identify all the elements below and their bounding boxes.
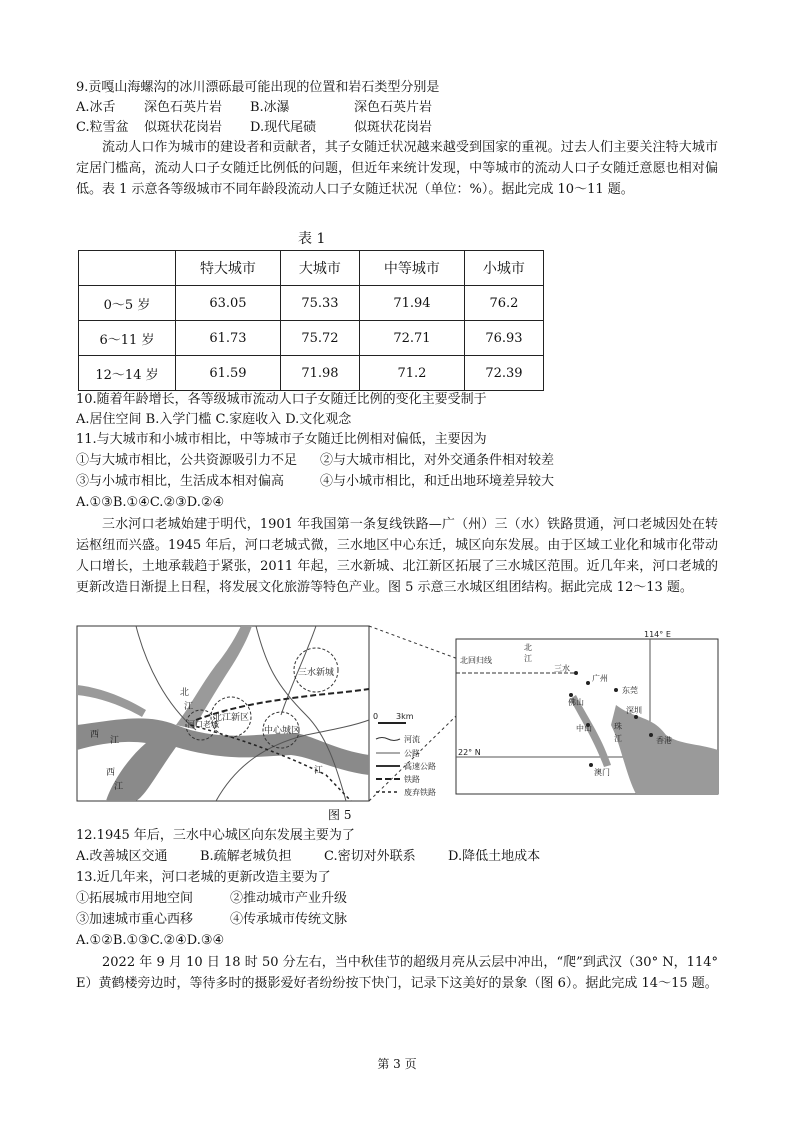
q12-option-a: A.改善城区交通 (76, 849, 168, 864)
table-header-corner (79, 251, 176, 286)
intro-paragraph-3: 2022 年 9 月 10 日 18 时 50 分左右，当中秋佳节的超级月亮从云层中冲出，“爬”到武汉（30° N，114° E）黄鹤楼旁边时，等待多时的摄影爱好者纷纷按下快门，记录下这美好的景象（图 6）。据此完成 14～15 题。 (76, 955, 718, 991)
figure-5 (76, 625, 720, 802)
map-label-beijiang-new: 北江新区 (213, 713, 250, 723)
inset-xianggang: 香港 (656, 736, 672, 745)
legend-abandoned-railway: 废弃铁路 (404, 788, 436, 797)
figure-caption: 图 5 (328, 808, 352, 822)
inset-map (456, 630, 718, 794)
map-label-river-xi1: 西 (90, 730, 100, 740)
q11-item-3: ③与小城市相比，生活成本相对偏高 (76, 474, 285, 489)
q13-items-row1 (76, 889, 347, 908)
figure-5-map (76, 625, 720, 802)
q10-stem: 10.随着年龄增长，各等级城市流动人口子女随迁比例的变化主要受制于 (76, 392, 487, 407)
q9-option-c: C.粒雪盆 (76, 120, 129, 135)
q9-option-a: A.冰舌 (76, 100, 116, 115)
map-label-city-center: 中心城区 (264, 726, 301, 736)
scale-label: 3km (396, 712, 414, 721)
inset-jiang: 江 (524, 654, 532, 663)
table-cell: 72.71 (359, 321, 464, 356)
table-cell: 75.33 (280, 286, 359, 321)
q12-option-d: D.降低土地成本 (448, 849, 541, 864)
legend-highway: 高速公路 (404, 762, 436, 771)
table-header-cell: 特大城市 (176, 251, 281, 286)
q9-option-d: D.现代尾碛 (250, 120, 317, 135)
q9-stem: 9.贡嘎山海螺沟的冰川漂砾最可能出现的位置和岩石类型分别是 (76, 80, 440, 95)
table-cell: 75.72 (280, 321, 359, 356)
map-label-sanshui-new: 三水新城 (298, 668, 335, 678)
q9-options-row2 (76, 118, 432, 137)
q12-option-c: C.密切对外联系 (324, 849, 416, 864)
scale-zero: 0 (373, 712, 379, 721)
q13-items-row2 (76, 910, 347, 929)
table-cell: 71.94 (359, 286, 464, 321)
table-caption: 表 1 (298, 231, 326, 247)
map-label-river-jiang2: 江 (114, 782, 124, 792)
inset-latitude: 22° N (458, 748, 481, 757)
q13-stem: 13.近几年来，河口老城的更新改造主要为了 (76, 870, 331, 885)
inset-zhu: 珠 (614, 722, 622, 731)
table-cell: 61.73 (176, 321, 281, 356)
q13-item-1: ①拓展城市用地空间 (76, 891, 194, 906)
q11-item-4: ④与小城市相比，和迁出地环境差异较大 (320, 474, 555, 489)
q9-option-c-rock: 似斑状花岗岩 (144, 120, 223, 135)
table-cell: 71.2 (359, 356, 464, 391)
map-label-river-bei: 北 (180, 688, 190, 698)
legend-river: 河流 (404, 735, 420, 744)
map-legend (376, 734, 436, 797)
q13-item-4: ④传承城市传统文脉 (230, 912, 348, 927)
intro-paragraph-1: 流动人口作为城市的建设者和贡献者，其子女随迁状况越来越受到国家的重视。过去人们主要关注特大城市定居门槛高，流动人口子女随迁比例低的问题，但近年来统计发现，中等城市的流动人口子女随迁意愿也相对偏低。表 1 示意各等级城市不同年龄段流动人口子女随迁状况（单位：%）。据此完成 10～11 题。 (76, 140, 718, 197)
inset-bei: 北 (524, 643, 532, 652)
table-cell: 76.2 (464, 286, 543, 321)
inset-dongguan: 东莞 (622, 686, 638, 695)
table-row (79, 356, 544, 391)
legend-railway: 铁路 (404, 775, 420, 784)
table-row (79, 286, 544, 321)
inset-zhongshan: 中山 (576, 724, 592, 733)
q9-option-a-rock: 深色石英片岩 (144, 100, 223, 115)
q11-items-row1 (76, 451, 554, 470)
map-label-river-jiang4: 江 (314, 766, 324, 776)
q11-stem: 11.与大城市和小城市相比，中等城市子女随迁比例相对偏低，主要因为 (76, 432, 487, 447)
data-table (78, 250, 544, 391)
table-header-cell: 大城市 (280, 251, 359, 286)
q13-options: A.①②B.①③C.②④D.③④ (76, 933, 225, 948)
table-row-label: 6～11 岁 (79, 321, 176, 356)
q9-option-d-rock: 似斑状花岗岩 (354, 120, 433, 135)
inset-aomen: 澳门 (594, 768, 610, 777)
inset-longitude: 114° E (644, 630, 671, 639)
q9-option-b: B.冰瀑 (250, 100, 290, 115)
table-header-row (79, 251, 544, 286)
map-label-river-jiang1: 江 (110, 736, 120, 746)
table-cell: 61.59 (176, 356, 281, 391)
map-label-hekou-old: 河口老城 (187, 720, 219, 729)
table-header-cell: 小城市 (464, 251, 543, 286)
inset-guangzhou: 广州 (592, 674, 608, 683)
table-row (79, 321, 544, 356)
intro-paragraph-2: 三水河口老城始建于明代，1901 年我国第一条复线铁路—广（州）三（水）铁路贯通，河口老城因处在转运枢纽而兴盛。1945 年后，河口老城式微，三水地区中心东迁，城区向东发展。由于区域工业化和城市化带动人口增长，土地承载趋于紧张，2011 年起，三水新城、北江新区拓展了三水城区范围。近几年来，河口老城的更新改造日渐提上日程，将发展文化旅游等特色产业。图 5 示意三水城区组团结构。据此完成 12～13 题。 (76, 517, 718, 595)
table-cell: 72.39 (464, 356, 543, 391)
q11-options: A.①③B.①④C.②③D.②④ (76, 495, 225, 510)
table-cell: 71.98 (280, 356, 359, 391)
q9-options-row1 (76, 98, 432, 117)
map-label-river-jiang3: 江 (184, 702, 194, 712)
legend-road: 公路 (404, 749, 420, 758)
inset-jiang2: 江 (614, 734, 622, 743)
inset-tropic-label: 北回归线 (460, 656, 492, 665)
q9-option-b-rock: 深色石英片岩 (354, 100, 433, 115)
table-row-label: 12～14 岁 (79, 356, 176, 391)
q12-stem: 12.1945 年后，三水中心城区向东发展主要为了 (76, 828, 355, 843)
q11-item-1: ①与大城市相比，公共资源吸引力不足 (76, 453, 298, 468)
q12-option-b: B.疏解老城负担 (200, 849, 292, 864)
q10-options: A.居住空间 B.入学门槛 C.家庭收入 D.文化观念 (76, 412, 352, 427)
map-label-river-xi2: 西 (106, 768, 116, 778)
table-cell: 63.05 (176, 286, 281, 321)
q12-options (76, 847, 540, 866)
q13-item-3: ③加速城市重心西移 (76, 912, 194, 927)
inset-sanshui: 三水 (554, 664, 570, 673)
q11-items-row2 (76, 472, 554, 491)
inset-shenzhen: 深圳 (626, 706, 642, 715)
q11-item-2: ②与大城市相比，对外交通条件相对较差 (320, 453, 555, 468)
table-cell: 76.93 (464, 321, 543, 356)
page-number: 第 3 页 (377, 1057, 417, 1071)
table-header-cell: 中等城市 (359, 251, 464, 286)
q13-item-2: ②推动城市产业升级 (230, 891, 348, 906)
inset-foshan: 佛山 (568, 698, 584, 707)
table-row-label: 0～5 岁 (79, 286, 176, 321)
